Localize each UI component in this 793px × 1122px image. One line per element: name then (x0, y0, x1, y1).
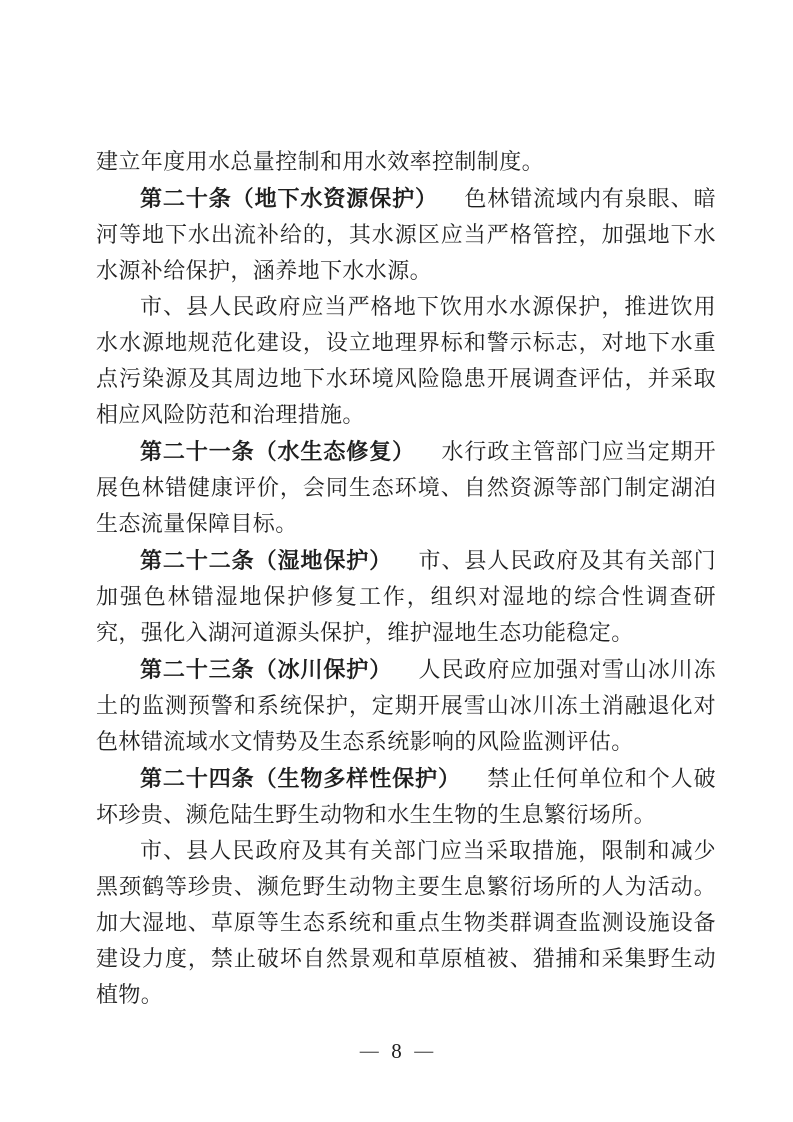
article-paragraph (96, 652, 716, 761)
page-footer (0, 1036, 793, 1066)
page-number: 8 (391, 1039, 402, 1063)
body-paragraph (96, 290, 716, 434)
paragraph-text: 人民政府应加强对雪山冰川冻土的监测预警和系统保护，定期开展雪山冰川冻土消融退化对色林错流域水文情势及生态系统影响的风险监测评估。 (96, 658, 716, 755)
article-title: 第二十二条（湿地保护） (140, 548, 393, 574)
footer-dash-right: — (413, 1039, 435, 1063)
paragraph-text: 色林错流域内有泉眼、暗河等地下水出流补给的，其水源区应当严格管控，加强地下水水源补给保护，涵养地下水水源。 (96, 187, 716, 284)
paragraph-text: 禁止任何单位和个人破坏珍贵、濒危陆生野生动物和水生生物的生息繁衍场所。 (96, 767, 716, 828)
article-title: 第二十三条（冰川保护） (140, 657, 393, 683)
footer-dash-left: — (358, 1039, 380, 1063)
document-body (96, 145, 716, 1014)
article-title: 第二十一条（水生态修复） (140, 439, 416, 465)
article-title: 第二十条（地下水资源保护） (140, 186, 438, 212)
article-paragraph (96, 543, 716, 652)
paragraph-text: 市、县人民政府应当严格地下饮用水水源保护，推进饮用水水源地规范化建设，设立地理界标和警示标志，对地下水重点污染源及其周边地下水环境风险隐患开展调查评估，并采取相应风险防范和治理措施。 (96, 295, 716, 428)
paragraph-text: 建立年度用水总量控制和用水效率控制制度。 (96, 150, 545, 175)
paragraph-text: 市、县人民政府及其有关部门加强色林错湿地保护修复工作，组织对湿地的综合性调查研究，强化入湖河道源头保护，维护湿地生态功能稳定。 (96, 549, 716, 646)
article-paragraph (96, 761, 716, 834)
paragraph-text: 市、县人民政府及其有关部门应当采取措施，限制和减少黑颈鹤等珍贵、濒危野生动物主要生息繁衍场所的人为活动。加大湿地、草原等生态系统和重点生物类群调查监测设施设备建设力度，禁止破坏自然景观和草原植被、猎捕和采集野生动植物。 (96, 839, 716, 1008)
body-paragraph (96, 145, 716, 181)
paragraph-text: 水行政主管部门应当定期开展色林错健康评价，会同生态环境、自然资源等部门制定湖泊生态流量保障目标。 (96, 440, 716, 537)
article-paragraph (96, 181, 716, 290)
body-paragraph (96, 834, 716, 1014)
article-paragraph (96, 434, 716, 543)
article-title: 第二十四条（生物多样性保护） (140, 766, 461, 792)
